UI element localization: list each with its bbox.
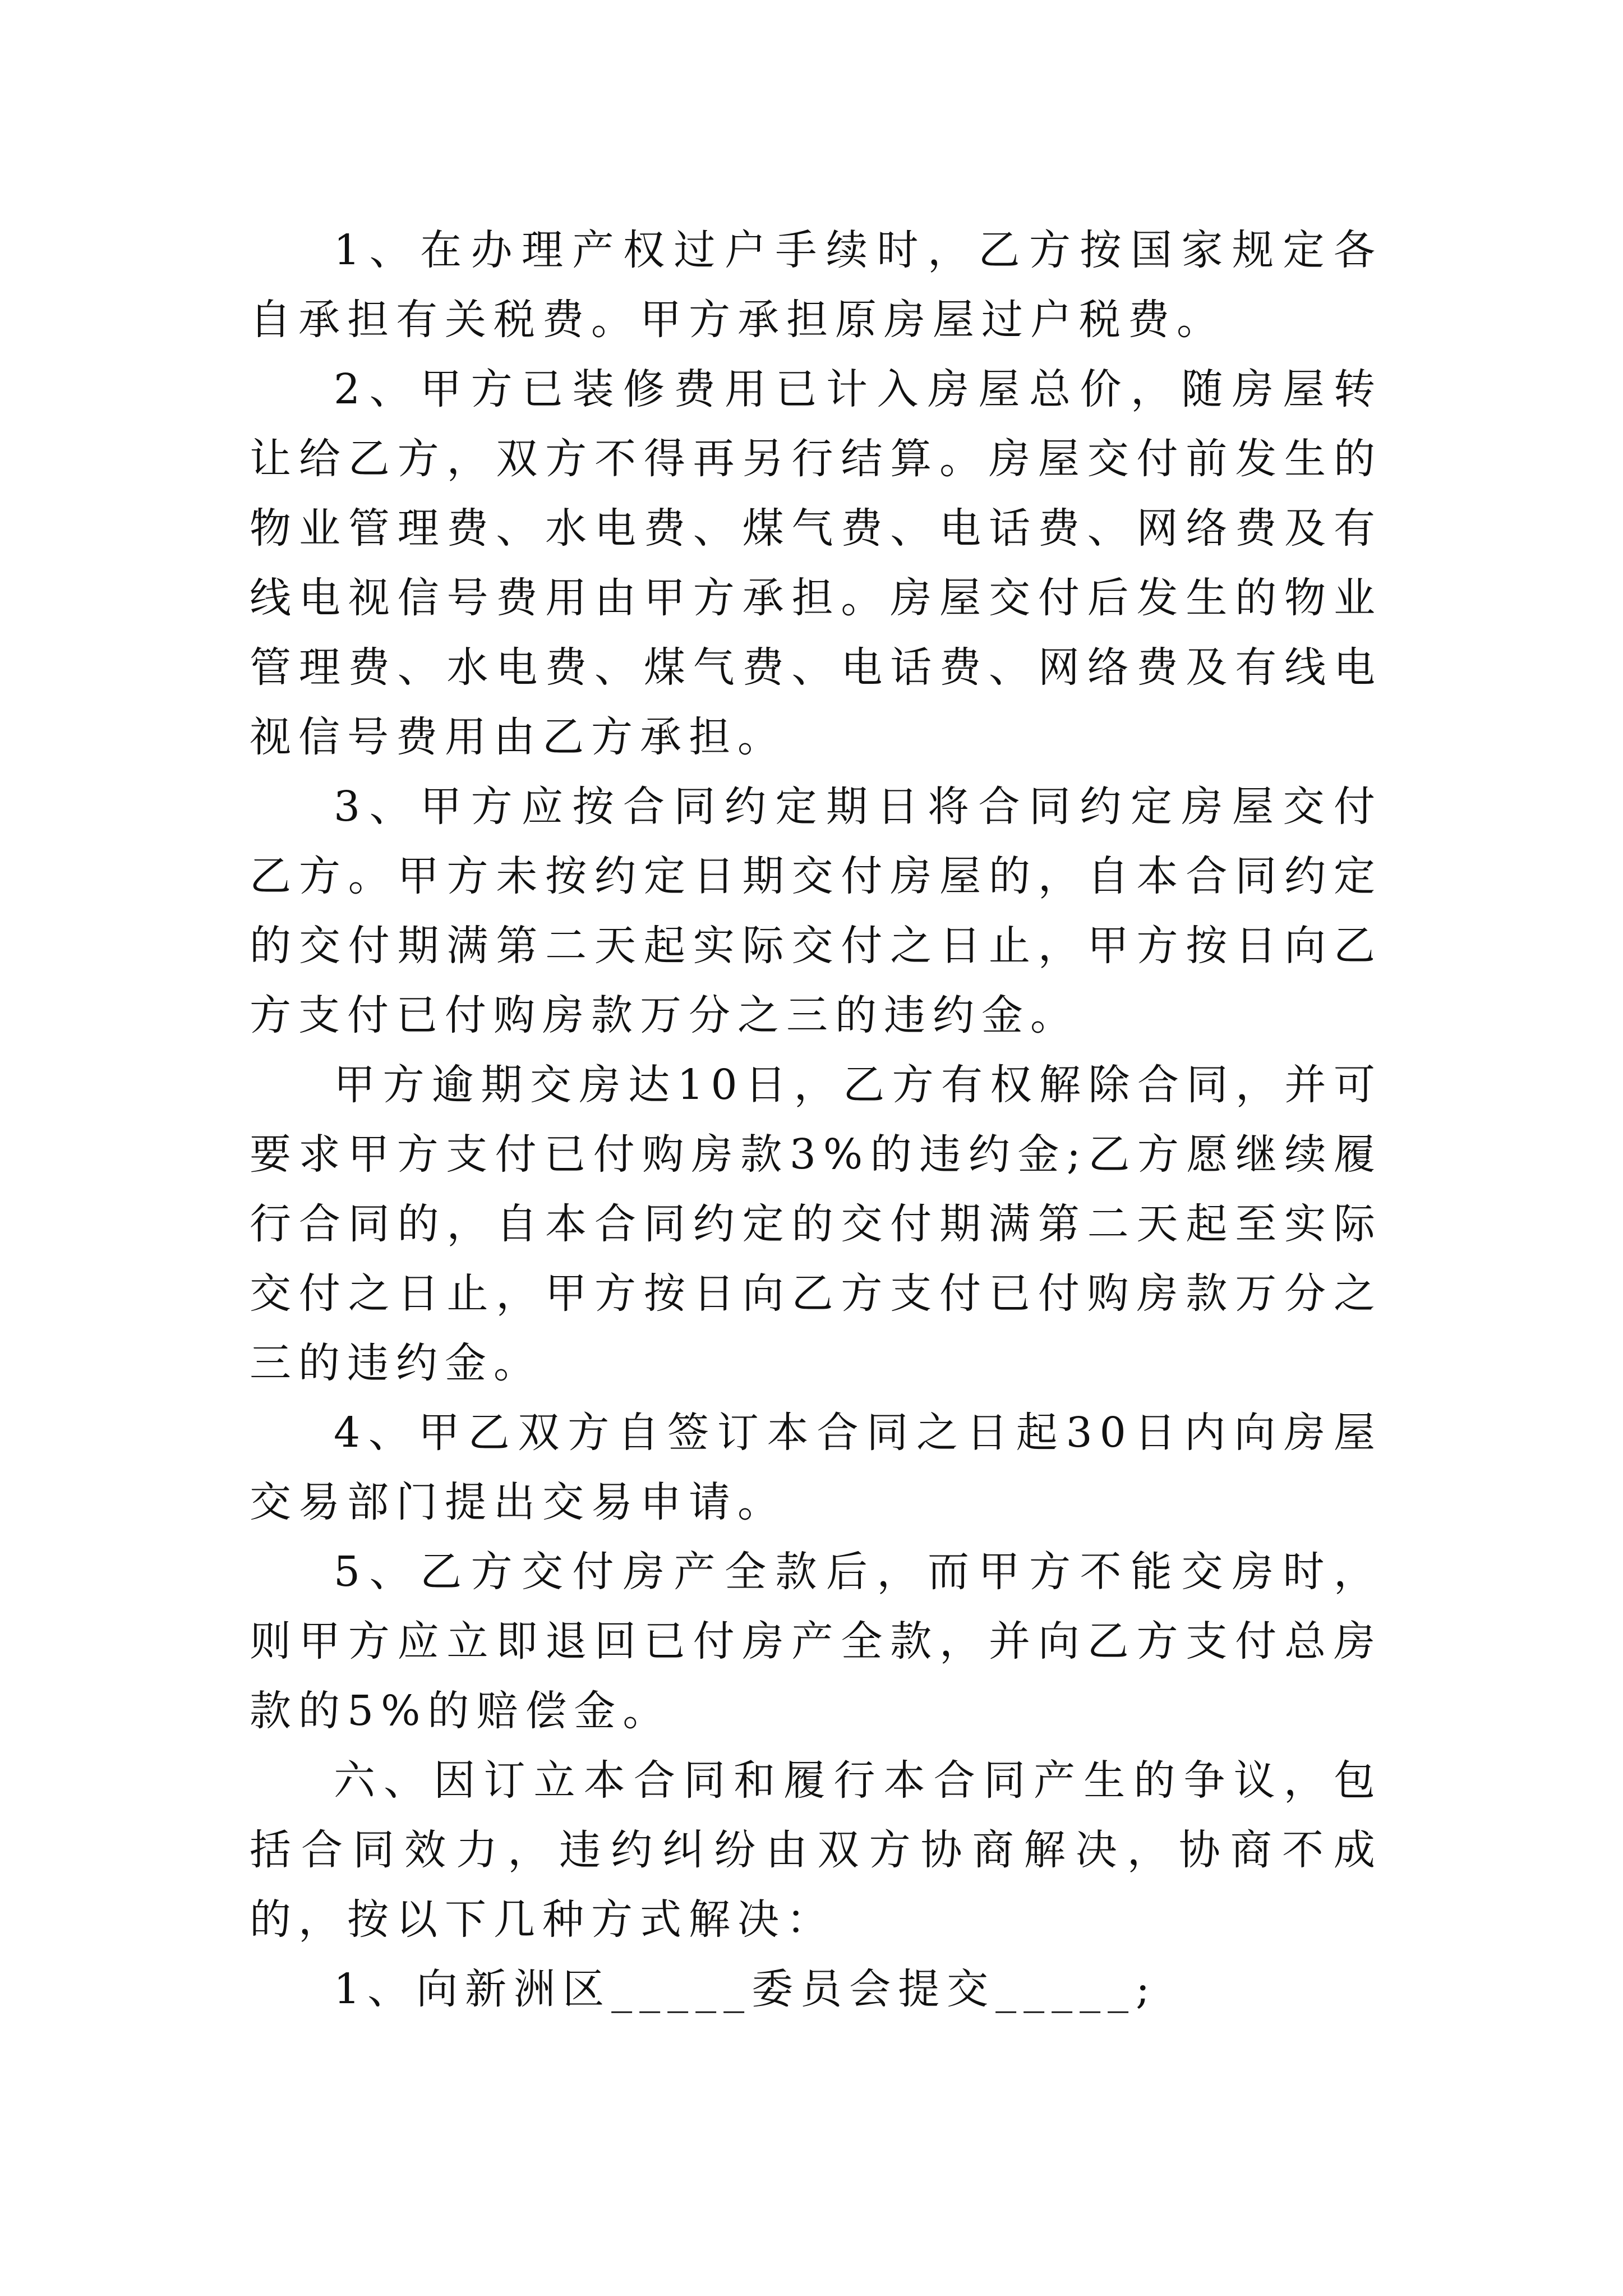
paragraph-dispute-resolution: 六、因订立本合同和履行本合同产生的争议，包括合同效力，违约纠纷由双方协商解决，协商不成的，按以下几种方式解决： bbox=[250, 1756, 1382, 1944]
paragraph-overdue-termination: 甲方逾期交房达10日，乙方有权解除合同，并可要求甲方支付已付购房款3%的违约金;乙方愿继续履行合同的，自本合同约定的交付期满第二天起至实际交付之日止，甲方按日向乙方支付已付购房款万分之三的违约金。 bbox=[250, 1061, 1382, 1387]
paragraph-refund-compensation: 5、乙方交付房产全款后，而甲方不能交房时，则甲方应立即退回已付房产全款，并向乙方支付总房款的5%的赔偿金。 bbox=[250, 1548, 1382, 1735]
paragraph-transaction-application: 4、甲乙双方自签订本合同之日起30日内向房屋交易部门提出交易申请。 bbox=[250, 1409, 1382, 1526]
paragraph-arbitration-option: 1、向新洲区_____委员会提交_____; bbox=[334, 1965, 1158, 2013]
paragraph-tax-fees: 1、在办理产权过户手续时，乙方按国家规定各自承担有关税费。甲方承担原房屋过户税费。 bbox=[250, 226, 1382, 344]
paragraph-delivery-penalty: 3、甲方应按合同约定期日将合同约定房屋交付乙方。甲方未按约定日期交付房屋的，自本合同约定的交付期满第二天起实际交付之日止，甲方按日向乙方支付已付购房款万分之三的违约金。 bbox=[250, 783, 1382, 1039]
document-body bbox=[250, 215, 1382, 2024]
paragraph-decoration-utilities: 2、甲方已装修费用已计入房屋总价，随房屋转让给乙方，双方不得再另行结算。房屋交付前发生的物业管理费、水电费、煤气费、电话费、网络费及有线电视信号费用由甲方承担。房屋交付后发生的物业管理费、水电费、煤气费、电话费、网络费及有线电视信号费用由乙方承担。 bbox=[250, 365, 1382, 761]
